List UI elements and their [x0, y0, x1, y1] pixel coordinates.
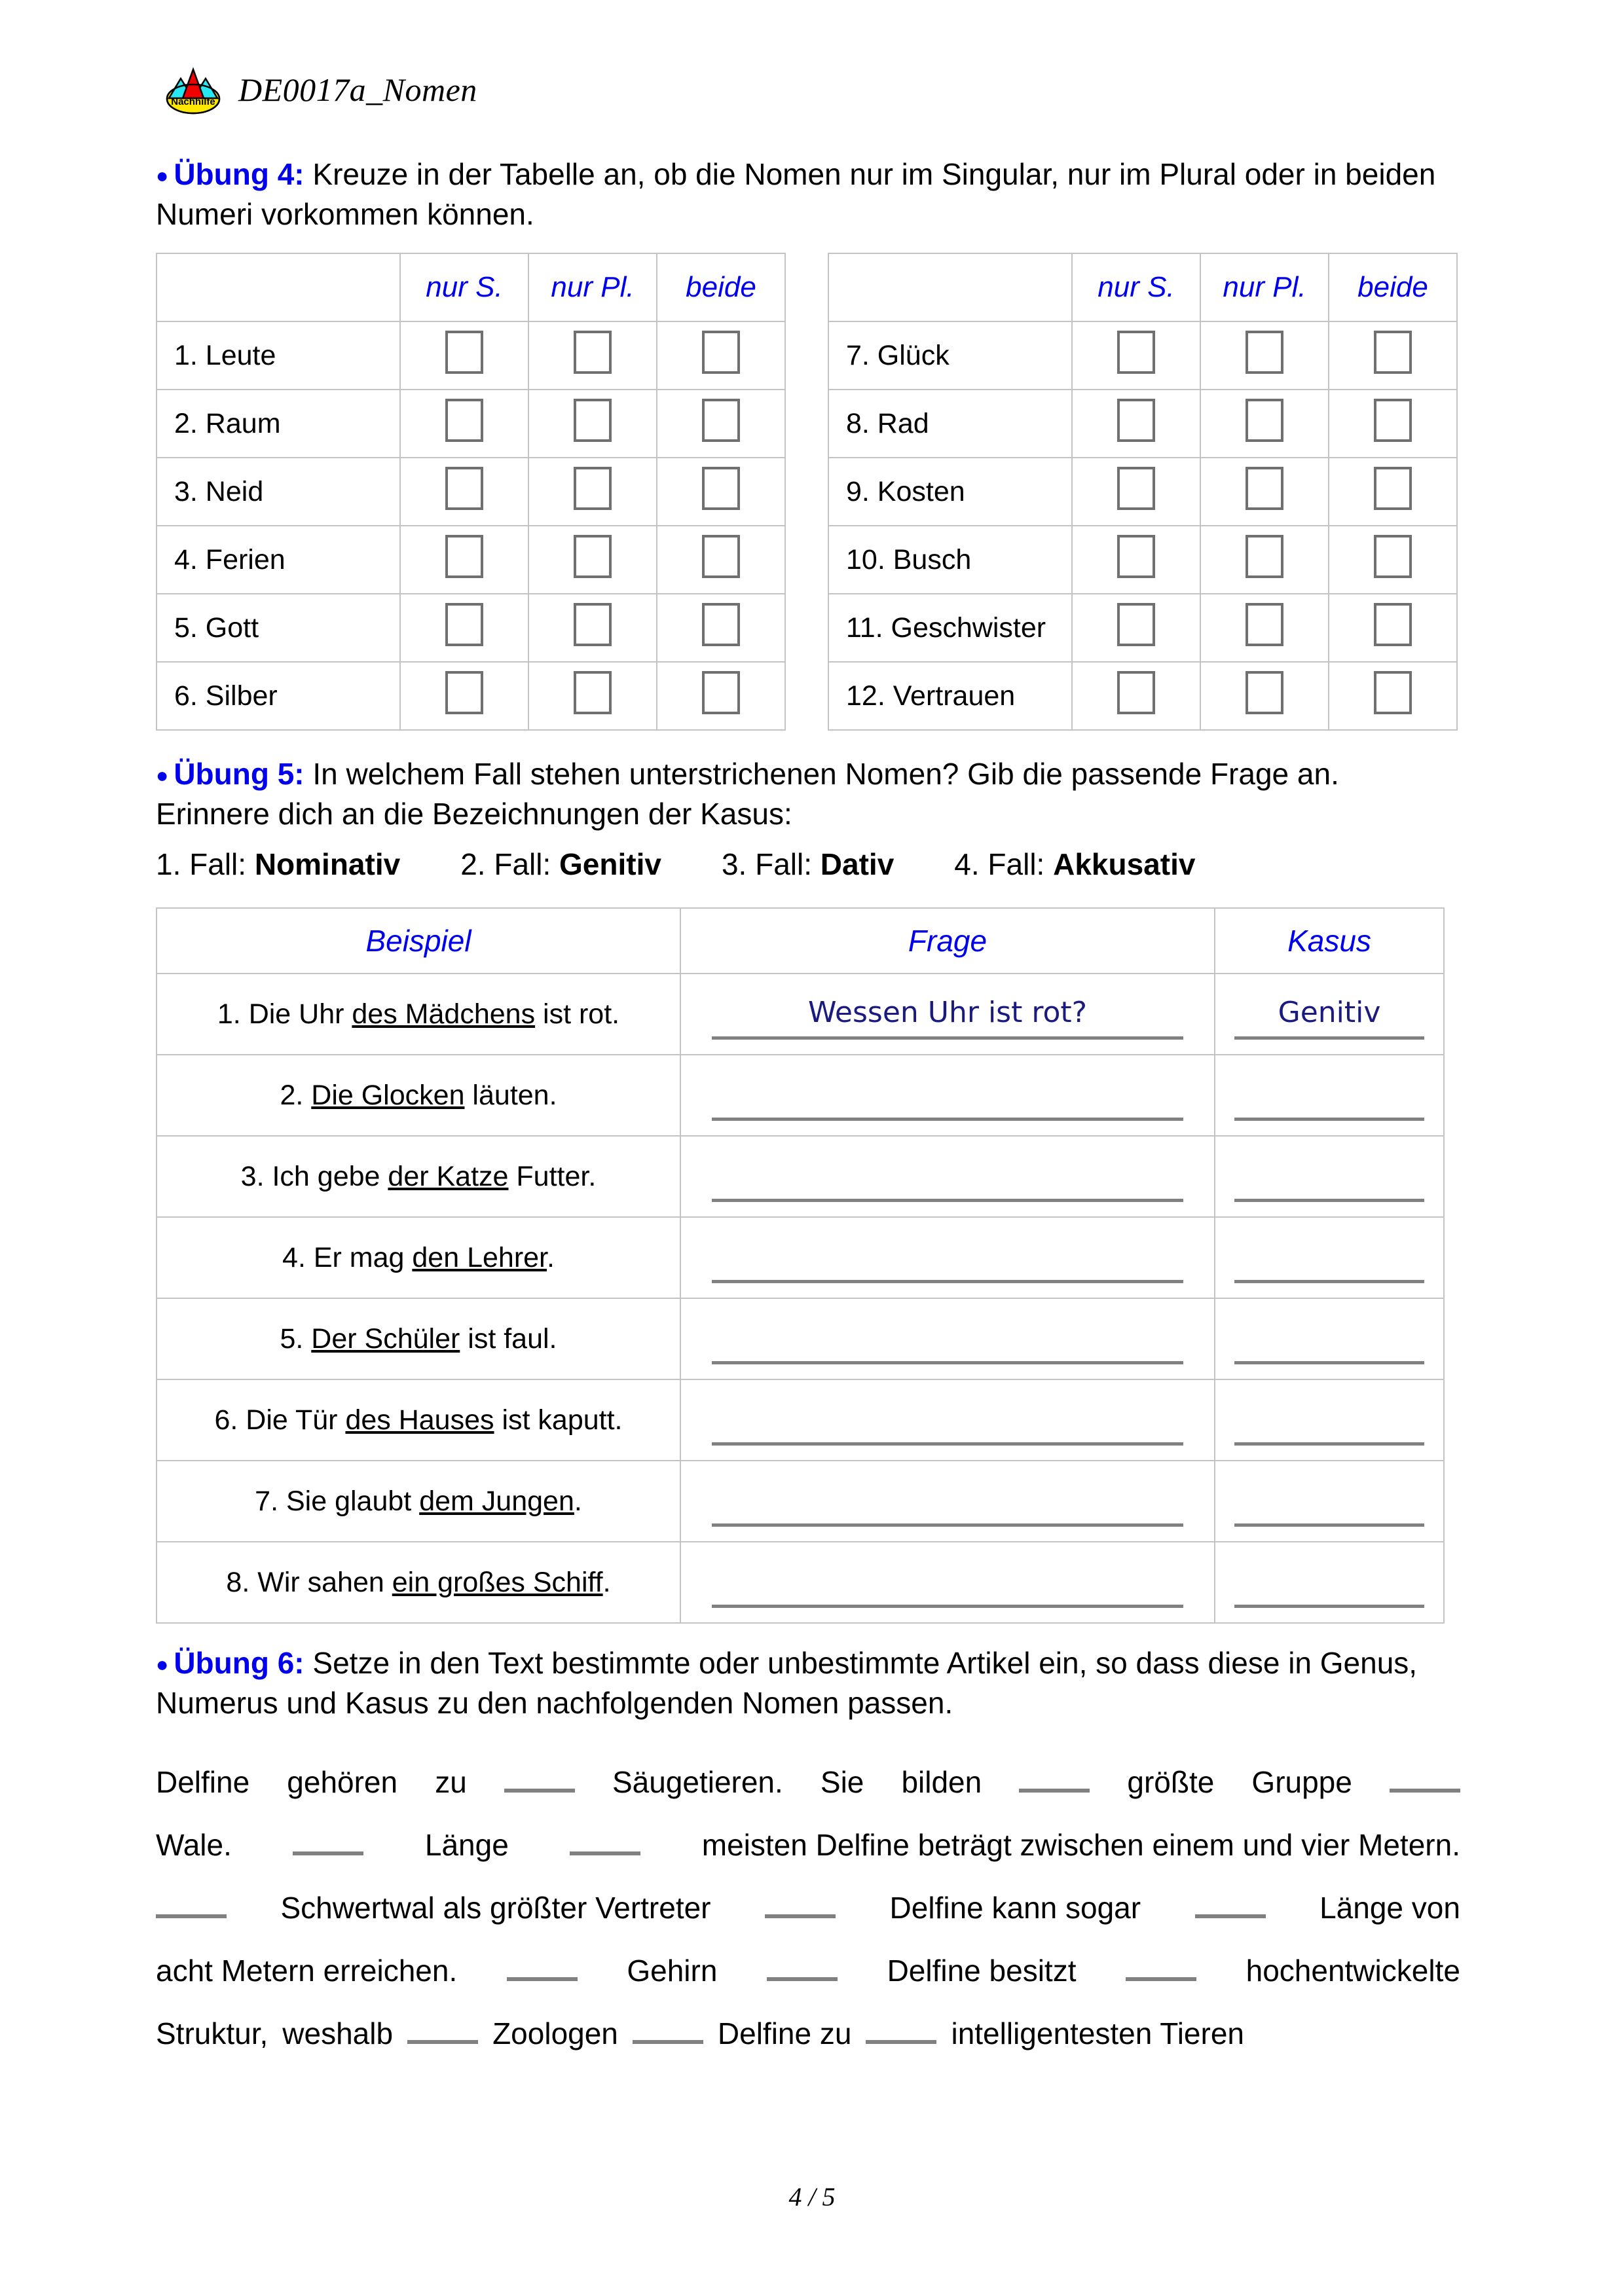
cloze-text-fragment: Delfine besitzt — [887, 1954, 1077, 1988]
frage-cell[interactable] — [680, 1298, 1215, 1379]
sentence-post: Futter. — [508, 1160, 597, 1192]
cloze-text-fragment: größte — [1127, 1765, 1215, 1799]
checkbox-cell-nur-s[interactable] — [1072, 390, 1200, 458]
sentence-underlined: ein großes Schiff — [392, 1566, 603, 1598]
kasus-exercise-table — [156, 907, 1445, 1624]
frage-answer-line[interactable] — [712, 1070, 1183, 1121]
checkbox-cell-beide[interactable] — [1329, 458, 1457, 526]
checkbox-cell-beide[interactable] — [657, 526, 785, 594]
noun-label: 4. Ferien — [157, 526, 400, 594]
kasus-answer-line[interactable] — [1234, 1070, 1424, 1121]
cloze-text-fragment: zu — [435, 1765, 467, 1799]
checkbox[interactable] — [702, 671, 740, 714]
table-header-row — [828, 253, 1457, 321]
checkbox[interactable] — [574, 603, 612, 646]
checkbox-cell-beide[interactable] — [1329, 526, 1457, 594]
table-row — [157, 1136, 1444, 1217]
kasus-cell[interactable] — [1215, 1379, 1444, 1461]
checkbox[interactable] — [1117, 535, 1155, 578]
cloze-line — [156, 1761, 1460, 1824]
checkbox-cell-nur-pl[interactable] — [528, 390, 657, 458]
checkbox[interactable] — [1246, 671, 1283, 714]
exercise-6-intro — [156, 1643, 1458, 1723]
table-row — [157, 526, 785, 594]
exercise-5-label: Übung 5: — [174, 757, 304, 791]
frage-cell[interactable] — [680, 1379, 1215, 1461]
article-blank[interactable] — [765, 1887, 836, 1918]
noun-label: 11. Geschwister — [828, 594, 1072, 662]
article-blank[interactable] — [1126, 1950, 1196, 1981]
beispiel-cell — [157, 1379, 680, 1461]
column-header-nur-s: nur S. — [400, 253, 528, 321]
sentence-underlined: Die Glocken — [311, 1079, 465, 1111]
beispiel-cell — [157, 1055, 680, 1136]
cloze-line — [156, 1824, 1460, 1887]
sentence-underlined: der Katze — [388, 1160, 509, 1192]
table-row — [828, 458, 1457, 526]
checkbox[interactable] — [445, 535, 483, 578]
header-blank-cell — [157, 253, 400, 321]
checkbox[interactable] — [702, 603, 740, 646]
table-row — [828, 526, 1457, 594]
checkbox-cell-nur-pl[interactable] — [1200, 390, 1329, 458]
checkbox-cell-nur-s[interactable] — [400, 526, 528, 594]
beispiel-cell — [157, 974, 680, 1055]
checkbox[interactable] — [1374, 467, 1412, 510]
kasus-answer-line[interactable] — [1234, 1233, 1424, 1283]
noun-label: 8. Rad — [828, 390, 1072, 458]
kasus-answer-line[interactable] — [1234, 1314, 1424, 1364]
kasus-cell[interactable] — [1215, 1542, 1444, 1623]
cloze-text-fragment: Länge von — [1320, 1891, 1460, 1925]
noun-label: 5. Gott — [157, 594, 400, 662]
table-row — [157, 1217, 1444, 1298]
article-blank[interactable] — [293, 1824, 363, 1855]
sentence-underlined: des Hauses — [345, 1404, 494, 1436]
column-header-beispiel: Beispiel — [157, 908, 680, 974]
cloze-text-fragment: Sie — [820, 1765, 864, 1799]
cloze-line — [156, 1887, 1460, 1950]
checkbox[interactable] — [1374, 331, 1412, 374]
noun-label: 9. Kosten — [828, 458, 1072, 526]
table-header-row — [157, 253, 785, 321]
checkbox[interactable] — [1374, 535, 1412, 578]
cloze-text-fragment: weshalb — [282, 2016, 394, 2050]
table-row — [157, 1379, 1444, 1461]
checkbox-cell-nur-s[interactable] — [400, 458, 528, 526]
sentence-pre: 8. Wir sahen — [226, 1566, 392, 1598]
cloze-line — [156, 2013, 1460, 2075]
noun-label: 7. Glück — [828, 321, 1072, 390]
article-blank[interactable] — [1195, 1887, 1266, 1918]
cloze-text-fragment: Säugetieren. — [612, 1765, 783, 1799]
cloze-text-fragment: Delfine zu — [717, 2016, 852, 2050]
cloze-text-fragment: Gehirn — [627, 1954, 718, 1988]
checkbox-cell-beide[interactable] — [1329, 321, 1457, 390]
checkbox[interactable] — [702, 467, 740, 510]
article-blank[interactable] — [407, 2013, 478, 2044]
noun-label: 2. Raum — [157, 390, 400, 458]
noun-label: 3. Neid — [157, 458, 400, 526]
noun-label: 12. Vertrauen — [828, 662, 1072, 730]
exercise-4-tables — [156, 253, 1458, 731]
checkbox-cell-nur-s[interactable] — [1072, 321, 1200, 390]
checkbox[interactable] — [1117, 671, 1155, 714]
kasus-ordinal-4: 4. Fall: — [954, 847, 1054, 881]
noun-label: 10. Busch — [828, 526, 1072, 594]
checkbox[interactable] — [574, 467, 612, 510]
sentence-pre: 6. Die Tür — [214, 1404, 346, 1436]
kasus-ordinal-1: 1. Fall: — [156, 847, 255, 881]
beispiel-cell — [157, 1298, 680, 1379]
checkbox-cell-nur-s[interactable] — [400, 594, 528, 662]
bullet-icon: ● — [156, 1652, 169, 1676]
sentence-post: ist faul. — [460, 1322, 557, 1355]
cloze-text-fragment: Struktur, — [156, 2016, 268, 2050]
column-header-nur-pl: nur Pl. — [528, 253, 657, 321]
checkbox[interactable] — [574, 399, 612, 442]
sentence-pre: 3. Ich gebe — [240, 1160, 388, 1192]
checkbox-cell-nur-s[interactable] — [1072, 458, 1200, 526]
header-blank-cell — [828, 253, 1072, 321]
logo-label: Nachhilfe — [171, 96, 215, 107]
checkbox[interactable] — [1246, 331, 1283, 374]
cloze-text-fragment: hochentwickelte — [1246, 1954, 1460, 1988]
column-header-nur-pl: nur Pl. — [1200, 253, 1329, 321]
checkbox-cell-nur-s[interactable] — [1072, 594, 1200, 662]
table-row — [157, 1461, 1444, 1542]
checkbox-cell-beide[interactable] — [1329, 390, 1457, 458]
sentence-pre: 2. — [280, 1079, 312, 1111]
table-row — [828, 390, 1457, 458]
nachhilfe-logo-icon — [165, 64, 221, 115]
checkbox-cell-nur-pl[interactable] — [1200, 458, 1329, 526]
checkbox-cell-nur-s[interactable] — [400, 390, 528, 458]
kasus-cell[interactable] — [1215, 1298, 1444, 1379]
sentence-post: ist kaputt. — [494, 1404, 623, 1436]
article-blank[interactable] — [570, 1824, 640, 1855]
sentence-post: . — [574, 1485, 582, 1517]
beispiel-cell — [157, 1136, 680, 1217]
frage-answer-line[interactable] — [712, 1314, 1183, 1364]
checkbox-cell-nur-pl[interactable] — [528, 458, 657, 526]
sentence-pre: 1. Die Uhr — [217, 998, 352, 1030]
sentence-post: ist rot. — [535, 998, 620, 1030]
bullet-icon: ● — [156, 763, 169, 787]
checkbox[interactable] — [445, 331, 483, 374]
checkbox[interactable] — [1246, 535, 1283, 578]
checkbox[interactable] — [1246, 399, 1283, 442]
cloze-text-fragment: Delfine kann sogar — [889, 1891, 1141, 1925]
table-row — [828, 594, 1457, 662]
noun-label: 6. Silber — [157, 662, 400, 730]
column-header-beide: beide — [1329, 253, 1457, 321]
checkbox[interactable] — [1374, 603, 1412, 646]
sentence-pre: 5. — [280, 1322, 312, 1355]
kasus-answer-line[interactable] — [1234, 1152, 1424, 1202]
frage-answer-line[interactable] — [712, 1476, 1183, 1527]
kasus-name-genitiv: Genitiv — [559, 847, 661, 881]
table-header-row — [157, 908, 1444, 974]
article-blank[interactable] — [507, 1950, 578, 1981]
frage-answer-line[interactable]: Wessen Uhr ist rot? — [712, 989, 1183, 1040]
cloze-text-fragment: Delfine — [156, 1765, 250, 1799]
checkbox[interactable] — [574, 671, 612, 714]
checkbox-cell-beide[interactable] — [657, 458, 785, 526]
checkbox[interactable] — [445, 603, 483, 646]
kasus-name-nominativ: Nominativ — [254, 847, 401, 881]
checkbox-cell-nur-pl[interactable] — [528, 662, 657, 730]
sentence-post: . — [547, 1241, 555, 1273]
document-title: DE0017a_Nomen — [238, 71, 477, 108]
sentence-underlined: dem Jungen — [419, 1485, 574, 1517]
exercise-4-instruction: Kreuze in der Tabelle an, ob die Nomen nur im Singular, nur im Plural oder in beiden Numeri vorkommen können. — [156, 157, 1436, 232]
kasus-ordinal-3: 3. Fall: — [721, 847, 821, 881]
page-number: 4 / 5 — [788, 2182, 836, 2212]
checkbox-cell-beide[interactable] — [657, 321, 785, 390]
checkbox-cell-beide[interactable] — [657, 662, 785, 730]
checkbox-cell-nur-s[interactable] — [1072, 662, 1200, 730]
cloze-text-fragment: Zoologen — [492, 2016, 618, 2050]
sentence-underlined: des Mädchens — [352, 998, 536, 1030]
column-header-kasus: Kasus — [1215, 908, 1444, 974]
article-blank[interactable] — [866, 2013, 936, 2044]
checkbox-cell-beide[interactable] — [657, 390, 785, 458]
kasus-cell[interactable] — [1215, 1136, 1444, 1217]
exercise-6-label: Übung 6: — [174, 1646, 304, 1680]
kasus-cell[interactable] — [1215, 1461, 1444, 1542]
article-blank[interactable] — [767, 1950, 838, 1981]
frage-answer-line[interactable] — [712, 1152, 1183, 1202]
table-row — [157, 1055, 1444, 1136]
article-blank[interactable] — [504, 1761, 575, 1793]
exercise-4-label: Übung 4: — [174, 157, 304, 191]
bullet-icon: ● — [156, 164, 169, 187]
frage-cell[interactable] — [680, 1542, 1215, 1623]
checkbox[interactable] — [445, 671, 483, 714]
checkbox[interactable] — [445, 399, 483, 442]
table-row — [157, 594, 785, 662]
table-row — [828, 662, 1457, 730]
sentence-post: läuten. — [464, 1079, 557, 1111]
sentence-underlined: den Lehrer — [412, 1241, 547, 1273]
numerus-table-left — [156, 253, 786, 731]
checkbox[interactable] — [1374, 671, 1412, 714]
table-row — [828, 321, 1457, 390]
checkbox[interactable] — [1117, 331, 1155, 374]
kasus-ordinal-2: 2. Fall: — [460, 847, 560, 881]
checkbox-cell-nur-pl[interactable] — [1200, 321, 1329, 390]
noun-label: 1. Leute — [157, 321, 400, 390]
column-header-beide: beide — [657, 253, 785, 321]
cloze-line — [156, 1950, 1460, 2013]
kasus-cell[interactable] — [1215, 1055, 1444, 1136]
article-blank[interactable] — [1019, 1761, 1090, 1793]
kasus-reference-line — [156, 847, 1195, 882]
article-blank[interactable] — [156, 1887, 227, 1918]
frage-answer-line[interactable] — [712, 1558, 1183, 1608]
checkbox-cell-nur-s[interactable] — [400, 662, 528, 730]
frage-cell[interactable] — [680, 1461, 1215, 1542]
sentence-pre: 4. Er mag — [282, 1241, 413, 1273]
checkbox[interactable] — [702, 331, 740, 374]
checkbox-cell-beide[interactable] — [1329, 594, 1457, 662]
checkbox[interactable] — [702, 535, 740, 578]
checkbox-cell-beide[interactable] — [657, 594, 785, 662]
cloze-text-fragment: Schwertwal als größter Vertreter — [280, 1891, 711, 1925]
frage-answer-line[interactable] — [712, 1233, 1183, 1283]
checkbox[interactable] — [445, 467, 483, 510]
table-row — [157, 390, 785, 458]
checkbox[interactable] — [1246, 603, 1283, 646]
kasus-answer-line[interactable] — [1234, 1395, 1424, 1446]
exercise-6-instruction: Setze in den Text bestimmte oder unbestimmte Artikel ein, so dass diese in Genus, Numerus und Kasus zu den nachfolgenden Nomen passen. — [156, 1646, 1418, 1721]
table-row — [157, 458, 785, 526]
checkbox-cell-nur-pl[interactable] — [1200, 526, 1329, 594]
beispiel-cell — [157, 1542, 680, 1623]
exercise-4-intro — [156, 155, 1458, 234]
kasus-name-dativ: Dativ — [820, 847, 895, 881]
checkbox-cell-nur-pl[interactable] — [1200, 594, 1329, 662]
page-header — [165, 64, 477, 115]
cloze-text-block — [156, 1761, 1460, 2075]
kasus-answer-line[interactable] — [1234, 1476, 1424, 1527]
checkbox[interactable] — [1246, 467, 1283, 510]
article-blank[interactable] — [1390, 1761, 1460, 1793]
cloze-text-fragment: bilden — [901, 1765, 982, 1799]
column-header-frage: Frage — [680, 908, 1215, 974]
cloze-text-fragment: gehören — [287, 1765, 398, 1799]
table-row — [157, 974, 1444, 1055]
sentence-post: . — [602, 1566, 611, 1598]
frage-cell[interactable] — [680, 1055, 1215, 1136]
checkbox[interactable] — [1117, 399, 1155, 442]
kasus-answer-line[interactable] — [1234, 1558, 1424, 1608]
table-row — [157, 1298, 1444, 1379]
checkbox-cell-nur-pl[interactable] — [528, 594, 657, 662]
numerus-table-right — [828, 253, 1458, 731]
table-row — [157, 321, 785, 390]
sentence-pre: 7. Sie glaubt — [255, 1485, 420, 1517]
cloze-text-fragment: Wale. — [156, 1828, 232, 1862]
checkbox-cell-nur-pl[interactable] — [1200, 662, 1329, 730]
cloze-text-fragment: Länge — [424, 1828, 509, 1862]
cloze-text-fragment: acht Metern erreichen. — [156, 1954, 458, 1988]
kasus-cell[interactable] — [1215, 1217, 1444, 1298]
checkbox-cell-beide[interactable] — [1329, 662, 1457, 730]
column-header-nur-s: nur S. — [1072, 253, 1200, 321]
cloze-text-fragment: Gruppe — [1251, 1765, 1352, 1799]
cloze-text-fragment: meisten Delfine beträgt zwischen einem und vier Metern. — [701, 1828, 1460, 1862]
exercise-5-instruction: In welchem Fall stehen unterstrichenen Nomen? Gib die passende Frage an. Erinnere dich an die Bezeichnungen der Kasus: — [156, 757, 1339, 831]
checkbox[interactable] — [574, 331, 612, 374]
cloze-text-fragment: intelligentesten Tieren — [951, 2016, 1244, 2050]
checkbox[interactable] — [1117, 467, 1155, 510]
kasus-answer-line[interactable]: Genitiv — [1234, 989, 1424, 1040]
article-blank[interactable] — [633, 2013, 703, 2044]
frage-answer-line[interactable] — [712, 1395, 1183, 1446]
table-row — [157, 662, 785, 730]
checkbox[interactable] — [1117, 603, 1155, 646]
frage-cell[interactable] — [680, 1136, 1215, 1217]
checkbox-cell-nur-s[interactable] — [400, 321, 528, 390]
sentence-underlined: Der Schüler — [311, 1322, 460, 1355]
frage-cell[interactable] — [680, 1217, 1215, 1298]
checkbox[interactable] — [574, 535, 612, 578]
frage-cell[interactable] — [680, 974, 1215, 1055]
beispiel-cell — [157, 1461, 680, 1542]
checkbox-cell-nur-s[interactable] — [1072, 526, 1200, 594]
exercise-5-intro — [156, 754, 1458, 834]
table-row — [157, 1542, 1444, 1623]
checkbox-cell-nur-pl[interactable] — [528, 526, 657, 594]
kasus-cell[interactable] — [1215, 974, 1444, 1055]
beispiel-cell — [157, 1217, 680, 1298]
checkbox-cell-nur-pl[interactable] — [528, 321, 657, 390]
kasus-name-akkusativ: Akkusativ — [1053, 847, 1196, 881]
checkbox[interactable] — [1374, 399, 1412, 442]
checkbox[interactable] — [702, 399, 740, 442]
